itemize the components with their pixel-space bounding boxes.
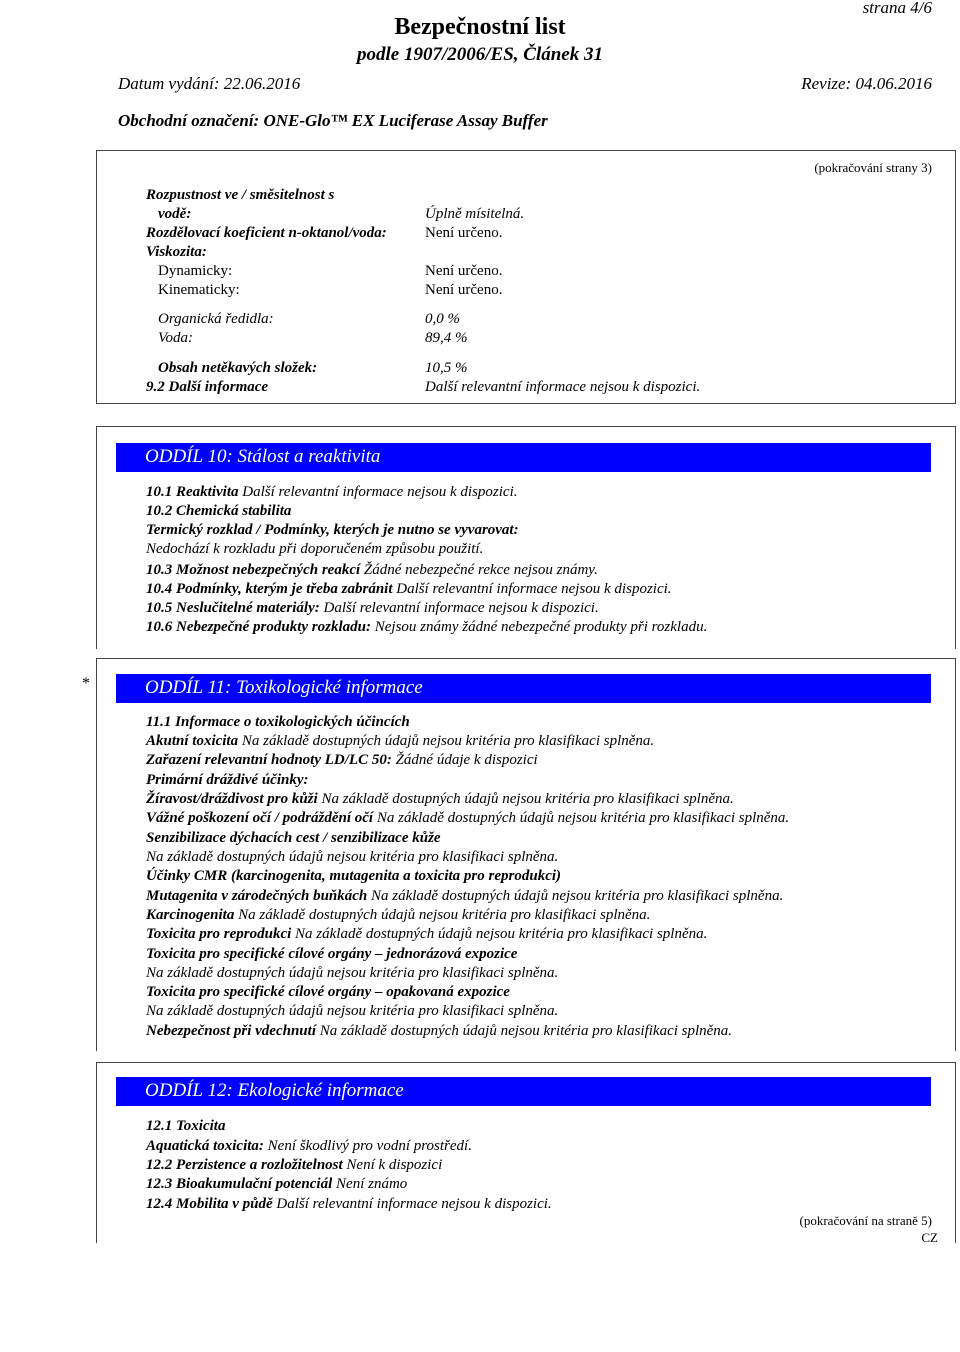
property-label: Dynamicky: (158, 263, 233, 279)
line-label: 10.5 Neslučitelné materiály: (146, 600, 320, 616)
section-heading-text: ODDÍL 11: Toxikologické informace (145, 677, 423, 698)
section-11-line (146, 983, 510, 1002)
section-12-line (146, 1195, 552, 1214)
section-11-line (146, 887, 783, 906)
property-label: Organická ředidla: (158, 311, 274, 327)
line-text: Žádné údaje k dispozici (391, 752, 538, 768)
line-text: Není škodlivý pro vodní prostředí. (263, 1138, 472, 1154)
property-value: 10,5 % (425, 360, 468, 376)
section-12-line (146, 1117, 225, 1136)
section-10-line (146, 618, 707, 637)
line-label: 10.6 Nebezpečné produkty rozkladu: (146, 619, 371, 635)
section-12-line (146, 1156, 442, 1175)
line-label: Vážné poškození očí / podráždění očí (146, 810, 374, 826)
section-10-line (146, 521, 519, 540)
property-label: Rozdělovací koeficient n-oktanol/voda: (146, 225, 387, 241)
section-11-line (146, 925, 707, 944)
section-10-line (146, 561, 598, 580)
section-11-line (146, 732, 654, 751)
property-label: Viskozita: (146, 244, 207, 260)
line-text: Na základě dostupných údajů nejsou kritéria pro klasifikaci splněna. (317, 791, 734, 807)
line-label: 12.2 Perzistence a rozložitelnost (146, 1157, 343, 1173)
section-11-line (146, 867, 561, 886)
section-12-heading (116, 1077, 931, 1106)
line-text: Další relevantní informace nejsou k dispozici. (272, 1196, 552, 1212)
line-text: Nejsou známy žádné nebezpečné produkty při rozkladu. (371, 619, 708, 635)
section-11-line (146, 713, 410, 732)
line-text: Na základě dostupných údajů nejsou kritéria pro klasifikaci splněna. (367, 888, 784, 904)
property-value: Není určeno. (425, 282, 503, 298)
property-value: 0,0 % (425, 311, 460, 327)
line-label: 10.2 Chemická stabilita (146, 503, 292, 519)
property-label: Obsah netěkavých složek: (158, 360, 318, 376)
line-text: Žádné nebezpečné rekce nejsou známy. (360, 562, 598, 578)
line-label: Termický rozklad / Podmínky, kterých je nutno se vyvarovat: (146, 522, 519, 538)
section-12-line (146, 1137, 472, 1156)
section-11-line: Na základě dostupných údajů nejsou kritéria pro klasifikaci splněna. (146, 849, 559, 865)
line-label: 12.3 Bioakumulační potenciál (146, 1176, 333, 1192)
line-label: Toxicita pro specifické cílové orgány – jednorázová expozice (146, 946, 518, 962)
continued-from: (pokračování strany 3) (814, 160, 932, 175)
line-label: Nebezpečnost při vdechnutí (146, 1023, 316, 1039)
property-value: Úplně mísitelná. (425, 206, 525, 222)
property-value: 89,4 % (425, 330, 468, 346)
line-text: Další relevantní informace nejsou k dispozici. (238, 484, 518, 500)
property-label: Rozpustnost ve / směsitelnost s (146, 187, 335, 203)
language-code: CZ (921, 1230, 938, 1245)
line-text: Na základě dostupných údajů nejsou kritéria pro klasifikaci splněna. (238, 733, 655, 749)
line-text: Další relevantní informace nejsou k dispozici. (319, 600, 599, 616)
section-11-line (146, 1022, 732, 1041)
section-10-line: Nedochází k rozkladu při doporučeném způsobu použití. (146, 541, 484, 557)
section-11-line (146, 790, 734, 809)
document-title: Bezpečnostní list (394, 14, 566, 40)
property-label: 9.2 Další informace (146, 379, 269, 395)
property-label: Kinematicky: (158, 282, 240, 298)
property-label: vodě: (158, 206, 192, 222)
line-text: Na základě dostupných údajů nejsou kritéria pro klasifikaci splněna. (291, 926, 708, 942)
property-value: Další relevantní informace nejsou k dispozici. (425, 379, 701, 395)
trade-name: Obchodní označení: ONE-Glo™ EX Luciferase Assay Buffer (118, 111, 548, 130)
line-label: Primární dráždivé účinky: (146, 772, 309, 788)
section-10-line (146, 502, 291, 521)
section-11-line (146, 906, 650, 925)
section-11-line: Na základě dostupných údajů nejsou kritéria pro klasifikaci splněna. (146, 965, 559, 981)
revision-date: Revize: 04.06.2016 (801, 74, 932, 93)
line-label: 12.1 Toxicita (146, 1118, 226, 1134)
line-label: Účinky CMR (karcinogenita, mutagenita a toxicita pro reprodukci) (146, 868, 562, 884)
property-value: Není určeno. (425, 225, 503, 241)
line-label: Zařazení relevantní hodnoty LD/LC 50: (146, 752, 392, 768)
line-text: Na základě dostupných údajů nejsou kritéria pro klasifikaci splněna. (373, 810, 790, 826)
line-text: Další relevantní informace nejsou k dispozici. (392, 581, 672, 597)
revision-marker: * (82, 675, 90, 692)
section-10-line (146, 599, 599, 618)
line-label: 11.1 Informace o toxikologických účincích (146, 714, 410, 730)
line-text: Není k dispozici (342, 1157, 443, 1173)
line-label: 10.1 Reaktivita (146, 484, 239, 500)
line-text: Na základě dostupných údajů nejsou kritéria pro klasifikaci splněna. (234, 907, 651, 923)
line-label: 12.4 Mobilita v půdě (146, 1196, 273, 1212)
line-label: Senzibilizace dýchacích cest / senzibilizace kůže (146, 830, 441, 846)
line-text: Na základě dostupných údajů nejsou kritéria pro klasifikaci splněna. (316, 1023, 733, 1039)
section-10-line (146, 580, 672, 599)
line-label: 10.3 Možnost nebezpečných reakcí (146, 562, 361, 578)
line-label: Žíravost/dráždivost pro kůži (146, 791, 318, 807)
section-11-line (146, 809, 789, 828)
line-label: Akutní toxicita (146, 733, 239, 749)
section-11-heading (116, 674, 931, 703)
section-heading-text: ODDÍL 10: Stálost a reaktivita (145, 446, 381, 467)
line-label: Mutagenita v zárodečných buňkách (146, 888, 368, 904)
section-11-line: Na základě dostupných údajů nejsou kritéria pro klasifikaci splněna. (146, 1003, 559, 1019)
section-11-line (146, 751, 538, 770)
section-10-line (146, 483, 518, 502)
document-subtitle: podle 1907/2006/ES, Článek 31 (357, 44, 603, 65)
continued-on: (pokračování na straně 5) (799, 1213, 932, 1228)
line-label: Karcinogenita (146, 907, 235, 923)
line-label: Toxicita pro specifické cílové orgány – opakovaná expozice (146, 984, 510, 1000)
page-number: strana 4/6 (862, 0, 932, 17)
property-label: Voda: (158, 330, 193, 346)
issue-date: Datum vydání: 22.06.2016 (118, 74, 301, 93)
section-heading-text: ODDÍL 12: Ekologické informace (145, 1080, 404, 1101)
section-11-line (146, 945, 517, 964)
section-11-line (146, 771, 309, 790)
section-12-line (146, 1175, 407, 1194)
line-label: 10.4 Podmínky, kterým je třeba zabránit (146, 581, 393, 597)
line-text: Není známo (332, 1176, 408, 1192)
property-value: Není určeno. (425, 263, 503, 279)
line-label: Toxicita pro reprodukci (146, 926, 292, 942)
section-11-line (146, 829, 441, 848)
section-10-heading (116, 443, 931, 472)
line-label: Aquatická toxicita: (146, 1138, 264, 1154)
